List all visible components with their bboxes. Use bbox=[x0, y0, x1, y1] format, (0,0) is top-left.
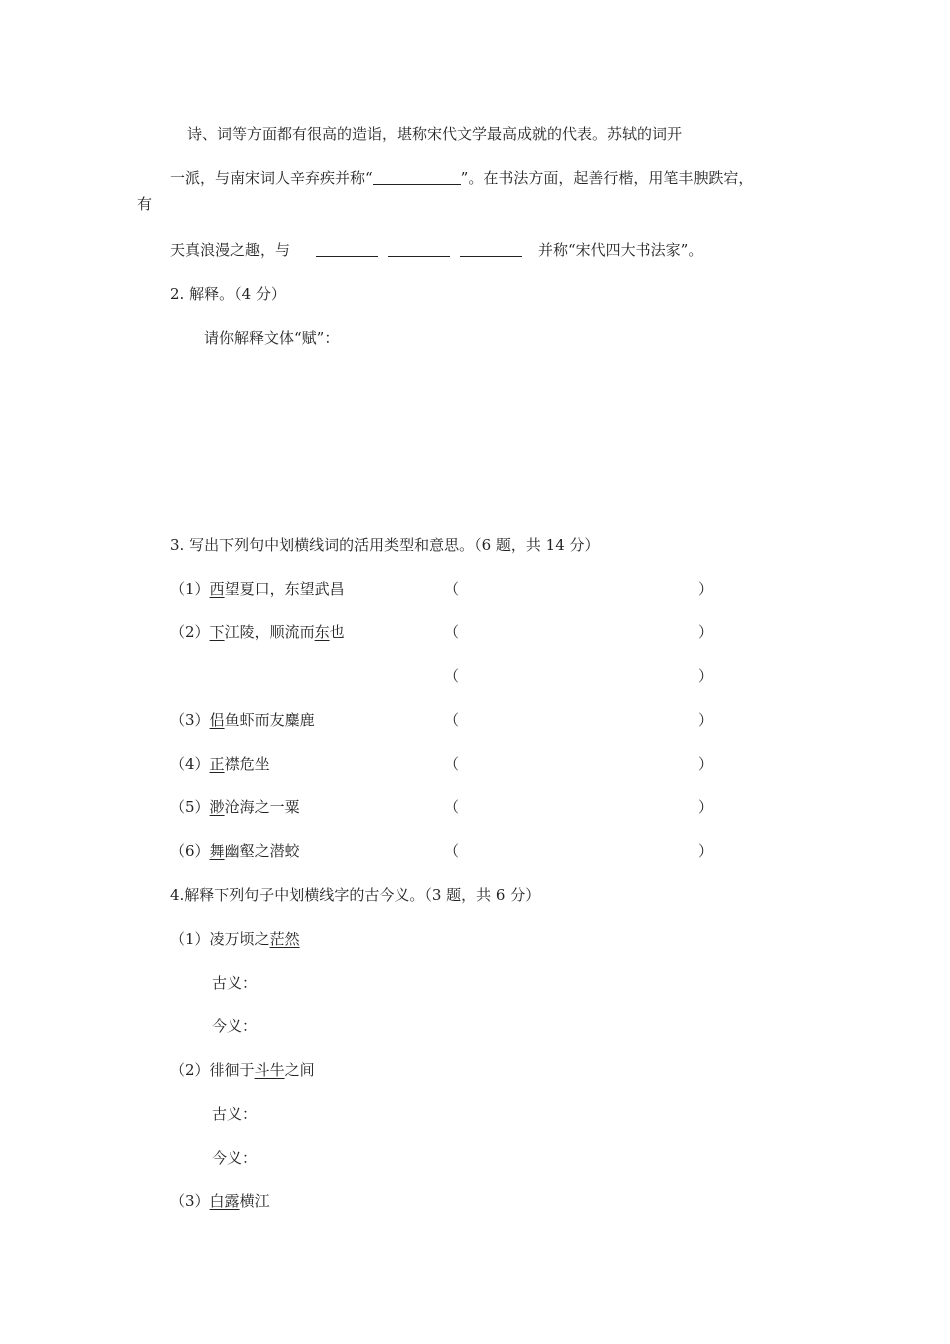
item-number: （2） bbox=[170, 623, 210, 641]
item-text: 江陵，顺流而 bbox=[224, 623, 315, 641]
item-number: （2） bbox=[170, 1061, 210, 1079]
item-number: （1） bbox=[170, 930, 210, 948]
underlined-word: 茫然 bbox=[269, 930, 300, 948]
item-text: 横江 bbox=[239, 1192, 270, 1210]
answer-paren-close: ） bbox=[698, 623, 714, 641]
q3-item-4 bbox=[170, 754, 270, 774]
line3-text-a: 天真浪漫之趣，与 bbox=[170, 241, 291, 259]
q3-item-2 bbox=[170, 622, 345, 642]
answer-paren-close: ） bbox=[698, 711, 714, 729]
item-text: 幽壑之潜蛟 bbox=[224, 842, 300, 860]
ancient-meaning-label: 古义： bbox=[212, 974, 258, 992]
item-number: （3） bbox=[170, 711, 210, 729]
answer-paren-open: （ bbox=[444, 842, 460, 860]
underlined-word: 下 bbox=[209, 623, 225, 641]
answer-paren-close: ） bbox=[698, 798, 714, 816]
underlined-word: 舞 bbox=[209, 842, 225, 860]
q4-item-1 bbox=[170, 929, 300, 949]
paragraph-line-1: 诗、词等方面都有很高的造诣，堪称宋代文学最高成就的代表。苏轼的词开 bbox=[187, 125, 683, 143]
item-number: （4） bbox=[170, 755, 210, 773]
answer-paren-close: ） bbox=[698, 842, 714, 860]
q3-title: 3. 写出下列句中划横线词的活用类型和意思。（6 题，共 14 分） bbox=[170, 536, 600, 554]
modern-meaning-label: 今义： bbox=[212, 1017, 258, 1035]
q4-item-2 bbox=[170, 1060, 315, 1080]
item-text: 也 bbox=[329, 623, 345, 641]
underlined-word: 正 bbox=[209, 755, 225, 773]
underlined-word: 西 bbox=[209, 580, 225, 598]
q4-item-3 bbox=[170, 1191, 270, 1211]
answer-paren-open: （ bbox=[444, 667, 460, 685]
fill-blank-1[interactable] bbox=[373, 168, 461, 185]
item-text: 凌万顷之 bbox=[209, 930, 270, 948]
line2-text-a: 一派，与南宋词人辛弃疾并称“ bbox=[170, 169, 373, 187]
paragraph-line-2 bbox=[170, 168, 753, 188]
item-text: 鱼虾而友麋鹿 bbox=[224, 711, 315, 729]
answer-paren-open: （ bbox=[444, 711, 460, 729]
underlined-word: 侣 bbox=[209, 711, 225, 729]
q2-prompt: 请你解释文体“赋”： bbox=[204, 329, 340, 347]
q3-item-3 bbox=[170, 710, 315, 730]
underlined-word: 斗牛 bbox=[254, 1061, 285, 1079]
item-number: （6） bbox=[170, 842, 210, 860]
answer-paren-close: ） bbox=[698, 667, 714, 685]
q3-item-6 bbox=[170, 841, 300, 861]
line2-text-b: ”。在书法方面，起善行楷，用笔丰腴跌宕， bbox=[460, 169, 754, 187]
line3-text-b: 并称“宋代四大书法家”。 bbox=[538, 241, 704, 259]
q3-item-5 bbox=[170, 797, 300, 817]
answer-paren-open: （ bbox=[444, 623, 460, 641]
underlined-word: 白露 bbox=[209, 1192, 240, 1210]
item-number: （1） bbox=[170, 580, 210, 598]
item-number: （5） bbox=[170, 798, 210, 816]
fill-blank-3[interactable] bbox=[388, 240, 450, 257]
q2-title: 2. 解释。（4 分） bbox=[170, 285, 286, 303]
paragraph-line-2-wrap: 有 bbox=[137, 195, 153, 213]
item-text: 之间 bbox=[284, 1061, 315, 1079]
item-text: 襟危坐 bbox=[224, 755, 270, 773]
q3-item-1 bbox=[170, 579, 345, 599]
paragraph-line-3 bbox=[170, 240, 703, 260]
q4-title: 4.解释下列句子中划横线字的古今义。（3 题，共 6 分） bbox=[170, 886, 541, 904]
item-text: 沧海之一粟 bbox=[224, 798, 300, 816]
answer-paren-close: ） bbox=[698, 755, 714, 773]
item-text: 望夏口，东望武昌 bbox=[224, 580, 345, 598]
underlined-word: 东 bbox=[314, 623, 330, 641]
answer-paren-close: ） bbox=[698, 580, 714, 598]
answer-paren-open: （ bbox=[444, 798, 460, 816]
item-number: （3） bbox=[170, 1192, 210, 1210]
item-text: 徘徊于 bbox=[209, 1061, 255, 1079]
fill-blank-4[interactable] bbox=[460, 240, 522, 257]
fill-blank-2[interactable] bbox=[316, 240, 378, 257]
underlined-word: 渺 bbox=[209, 798, 225, 816]
answer-paren-open: （ bbox=[444, 580, 460, 598]
answer-paren-open: （ bbox=[444, 755, 460, 773]
ancient-meaning-label: 古义： bbox=[212, 1105, 258, 1123]
modern-meaning-label: 今义： bbox=[212, 1149, 258, 1167]
